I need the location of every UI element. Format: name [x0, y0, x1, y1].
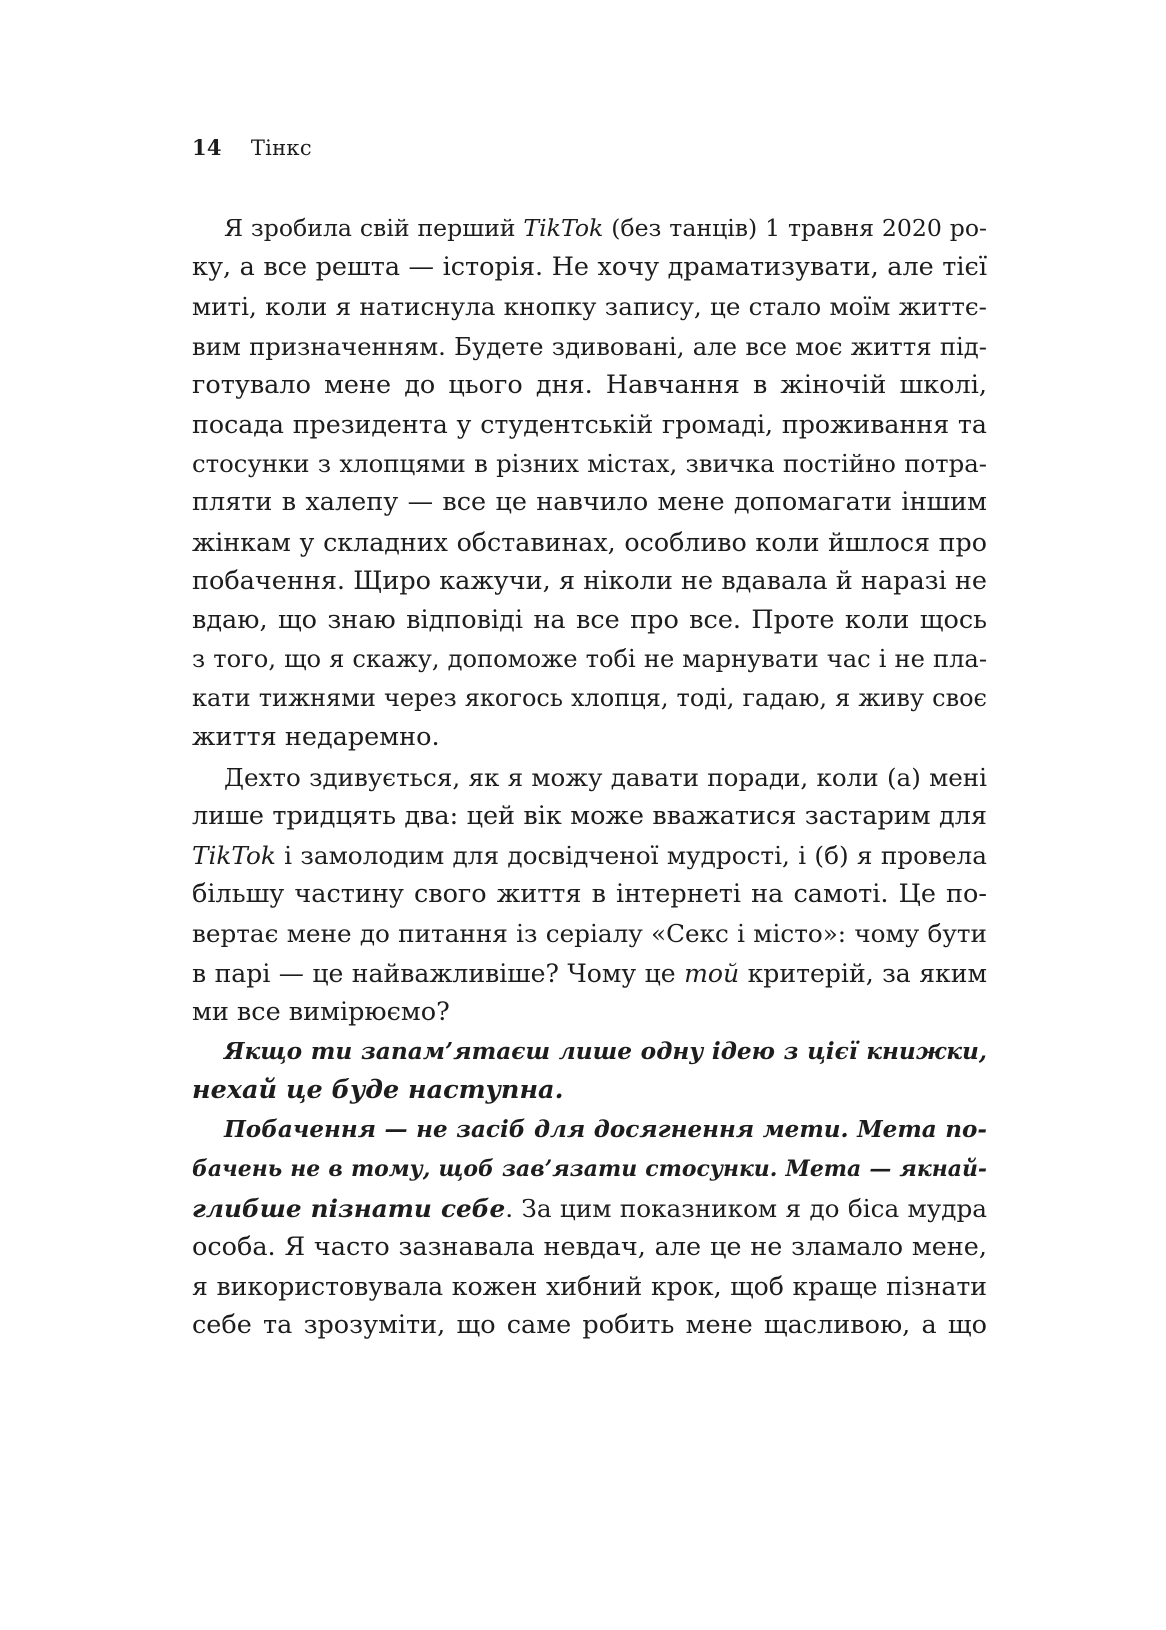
text-segment: особа. Я часто зазнавала невдач, але це не зламало мене,: [192, 1231, 987, 1262]
text-segment-italic: TikTok: [523, 214, 604, 242]
text-line: [192, 483, 987, 522]
page-number: 14: [192, 135, 222, 160]
text-segment: з того, що я скажу, допоможе тобі не марнувати час і не пла-: [192, 645, 987, 674]
text-line: [192, 405, 987, 444]
text-segment: жінкам у складних обставинах, особливо коли йшлося про: [192, 526, 987, 557]
text-segment: пляти в халепу — все це навчило мене допомагати іншим: [192, 487, 987, 518]
text-line: [192, 993, 987, 1032]
text-line: [192, 718, 987, 757]
text-line: [192, 836, 987, 875]
text-segment: . За цим показником я до біса мудра: [505, 1193, 987, 1223]
text-line: [192, 1306, 987, 1345]
text-line: [192, 327, 987, 366]
text-line: [192, 1189, 987, 1228]
text-segment: себе та зрозуміти, що саме робить мене щасливою, а що: [192, 1310, 987, 1341]
text-line: [192, 523, 987, 562]
text-line: [192, 287, 987, 326]
text-segment: вдаю, що знаю відповіді на все про все. Проте коли щось: [192, 604, 987, 635]
text-line: [192, 1267, 987, 1306]
text-line: [192, 875, 987, 914]
text-line: [192, 1110, 987, 1149]
text-line: [192, 1071, 987, 1110]
text-line: [192, 640, 987, 679]
text-line: [192, 366, 987, 405]
text-segment-bold-italic: нехай це буде наступна.: [192, 1075, 564, 1106]
text-segment-italic: той: [684, 958, 740, 988]
text-segment-bold-italic: глибше пізнати себе: [192, 1193, 506, 1223]
text-segment-bold-italic: Побачення — не засіб для досягнення мети. Мета по-: [224, 1116, 987, 1144]
text-line: [192, 1150, 987, 1189]
text-segment: кати тижнями через якогось хлопця, тоді, гадаю, я живу своє: [192, 684, 987, 713]
text-segment: ми все вимірюємо?: [192, 996, 450, 1027]
text-segment: готувало мене до цього дня. Навчання в жіночій школі,: [192, 369, 987, 400]
body-text: [192, 209, 987, 1345]
text-segment: побачення. Щиро кажучи, я ніколи не вдавала й наразі не: [192, 565, 987, 596]
text-segment: життя недаремно.: [192, 722, 440, 753]
text-segment: і замолодим для досвідченої мудрості, і (б) я провела: [275, 841, 987, 870]
text-line: [192, 914, 987, 953]
text-segment: вертає мене до питання із серіалу «Секс і місто»: чому бути: [192, 919, 987, 949]
text-segment: ку, а все решта — історія. Не хочу драматизувати, але тієї: [192, 252, 987, 283]
text-segment: лише тридцять два: цей вік може вважатися застарим для: [192, 800, 987, 831]
text-line: [192, 758, 987, 797]
text-line: [192, 444, 987, 483]
text-segment: стосунки з хлопцями в різних містах, звичка постійно потра-: [192, 449, 987, 479]
text-line: [192, 1228, 987, 1267]
running-head: [192, 134, 312, 162]
text-segment: Я зробила свій перший: [224, 214, 524, 242]
text-segment: я використовувала кожен хибний крок, щоб краще пізнати: [192, 1272, 987, 1302]
text-segment: критерій, за яким: [739, 958, 987, 988]
text-line: [192, 954, 987, 993]
text-line: [192, 248, 987, 287]
text-line: [192, 679, 987, 718]
text-line: [192, 601, 987, 640]
running-title: Тінкс: [250, 136, 312, 160]
text-segment-bold-italic: бачень не в тому, щоб зав’язати стосунки. Мета — якнай-: [192, 1155, 987, 1182]
text-segment: вим призначенням. Будете здивовані, але все моє життя під-: [192, 331, 987, 361]
text-segment: посада президента у студентській громаді, проживання та: [192, 409, 987, 439]
text-segment: миті, коли я натиснула кнопку запису, це стало моїм життє-: [192, 292, 987, 322]
text-line: [192, 797, 987, 836]
text-segment: (без танців) 1 травня 2020 ро-: [603, 214, 988, 242]
text-segment: більшу частину свого життя в інтернеті на самоті. Це по-: [192, 879, 987, 910]
text-line: [192, 562, 987, 601]
text-segment-italic: TikTok: [192, 841, 276, 870]
text-segment: Дехто здивується, як я можу давати поради, коли (а) мені: [224, 762, 987, 792]
text-segment: в парі — це найважливіше? Чому це: [192, 958, 685, 988]
text-line: [192, 1032, 987, 1071]
text-segment-bold-italic: Якщо ти запам’ятаєш лише одну ідею з цієї книжки,: [224, 1037, 987, 1065]
text-line: [192, 209, 987, 248]
